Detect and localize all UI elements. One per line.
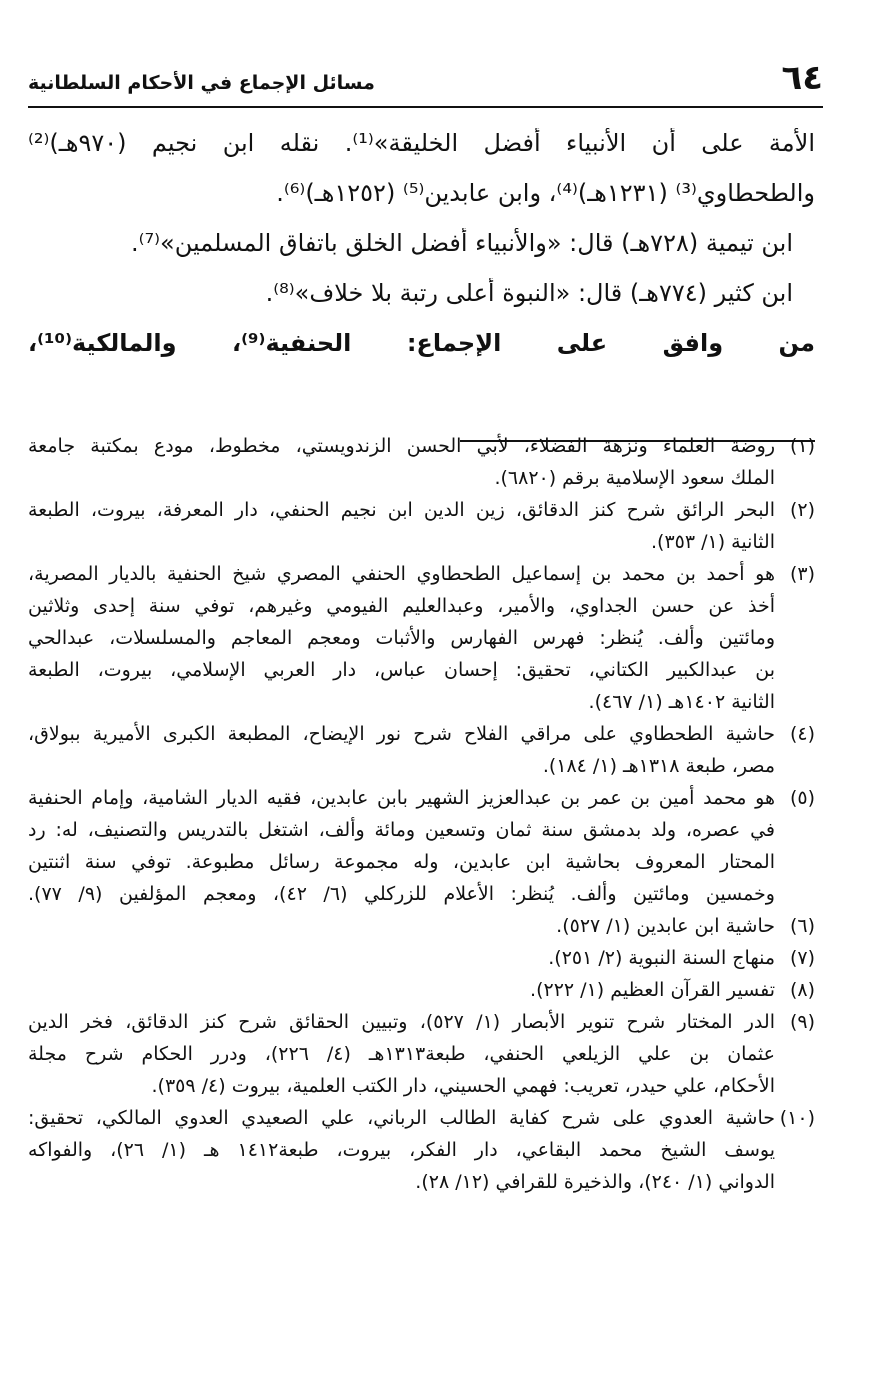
footnote (28, 494, 815, 558)
header-rule (28, 106, 823, 108)
running-title: مسائل الإجماع في الأحكام السلطانية (28, 72, 375, 94)
main-line: الأمة على أن الأنبياء أفضل الخليقة»⁽¹⁾. نقله ابن نجيم (٩٧٠هـ)⁽²⁾ (28, 129, 815, 157)
footnote-line: حاشية الطحطاوي على مراقي الفلاح شرح نور الإيضاح، المطبعة الكبرى الأميرية ببولاق، (28, 723, 775, 745)
footnote-number: (١٠) (779, 1107, 815, 1129)
footnote-line: عثمان بن علي الزيلعي الحنفي، طبعة١٣١٣هـ (٤/ ٢٢٦)، ودرر الحكام شرح مجلة (28, 1043, 775, 1065)
footnote (28, 1102, 815, 1198)
page-number: ٦٤ (781, 58, 823, 98)
footnote-line: روضة العلماء ونزهة الفضلاء، لأبي الحسن الزندويستي، مخطوط، مودع بمكتبة جامعة (28, 435, 775, 457)
footnote (28, 974, 815, 1006)
footnote-line: الدر المختار شرح تنوير الأبصار (١/ ٥٢٧)، وتبيين الحقائق شرح كنز الدقائق، فخر الدين (28, 1011, 775, 1033)
footnote-line: تفسير القرآن العظيم (١/ ٢٢٢). (530, 979, 775, 1001)
footnote-number: (٢) (789, 499, 815, 521)
main-line: ابن كثير (٧٧٤هـ) قال: «النبوة أعلى رتبة بلا خلاف»⁽⁸⁾. (265, 279, 793, 307)
footnote-line: الدواني (١/ ٢٤٠)، والذخيرة للقرافي (١٢/ ٢٨). (415, 1171, 775, 1193)
footnote-number: (٤) (789, 723, 815, 745)
footnote-line: أخذ عن حسن الجداوي، والأمير، وعبدالعليم الفيومي وغيرهم، توفي سنة إحدى وثلاثين (28, 595, 775, 617)
footnote-line: يوسف الشيخ محمد البقاعي، دار الفكر، بيروت، طبعة١٤١٢ هـ (١/ ٢٦)، والفواكه (28, 1139, 775, 1161)
footnote-line: بن عبدالكبير الكتاني، تحقيق: إحسان عباس، دار العربي الإسلامي، بيروت، الطبعة (28, 659, 775, 681)
footnote-line: ومائتين وألف. يُنظر: فهرس الفهارس والأثبات ومعجم المعاجم والمسلسلات، عبدالحي (28, 627, 775, 649)
footnote-line: المحتار المعروف بحاشية ابن عابدين، وله مجموعة رسائل مطبوعة. توفي سنة اثنتين (28, 851, 775, 873)
page-header (28, 58, 823, 104)
footnote-number: (٣) (789, 563, 815, 585)
footnotes (28, 430, 815, 1198)
main-text (28, 128, 815, 378)
footnote (28, 558, 815, 718)
footnote-number: (٧) (789, 947, 815, 969)
footnote-number: (٨) (789, 979, 815, 1001)
footnote-line: في عصره، ولد بدمشق سنة ثمان وتسعين ومائة وألف، اشتغل بالتدريس والتصنيف، له: رد (28, 819, 775, 841)
footnote-line: الثانية (١/ ٣٥٣). (650, 531, 775, 553)
footnote (28, 1006, 815, 1102)
footnote (28, 910, 815, 942)
footnote-line: الملك سعود الإسلامية برقم (٦٨٢٠). (494, 467, 775, 489)
footnote (28, 942, 815, 974)
footnote (28, 782, 815, 910)
footnote-line: وخمسين ومائتين وألف. يُنظر: الأعلام للزركلي (٦/ ٤٢)، ومعجم المؤلفين (٩/ ٧٧). (28, 883, 775, 905)
footnote-line: الثانية ١٤٠٢هـ (١/ ٤٦٧). (588, 691, 775, 713)
main-line: والطحطاوي⁽³⁾ (١٢٣١هـ)⁽⁴⁾، وابن عابدين⁽⁵⁾ (١٢٥٢هـ)⁽⁶⁾. (276, 179, 815, 207)
main-line: ابن تيمية (٧٢٨هـ) قال: «والأنبياء أفضل الخلق باتفاق المسلمين»⁽⁷⁾. (131, 229, 793, 257)
footnote-line: حاشية ابن عابدين (١/ ٥٢٧). (556, 915, 775, 937)
footnote (28, 430, 815, 494)
footnote-line: هو محمد أمين بن عمر بن عبدالعزيز الشهير بابن عابدين، فقيه الديار الشامية، وإمام الحنفية (28, 787, 775, 809)
footnote-line: البحر الرائق شرح كنز الدقائق، زين الدين ابن نجيم الحنفي، دار المعرفة، بيروت، الطبعة (28, 499, 775, 521)
footnote-line: حاشية العدوي على شرح كفاية الطالب الرباني، علي الصعيدي العدوي المالكي، تحقيق: (28, 1107, 775, 1129)
footnote-number: (٦) (789, 915, 815, 937)
main-line-heading: من وافق على الإجماع: الحنفية⁽⁹⁾، والمالكية⁽¹⁰⁾، (28, 329, 815, 357)
footnote-line: منهاج السنة النبوية (٢/ ٢٥١). (548, 947, 775, 969)
footnote-number: (٥) (789, 787, 815, 809)
footnote-line: مصر، طبعة ١٣١٨هـ (١/ ١٨٤). (542, 755, 775, 777)
footnote-number: (٩) (789, 1011, 815, 1033)
footnote-line: الأحكام، علي حيدر، تعريب: فهمي الحسيني، دار الكتب العلمية، بيروت (٤/ ٣٥٩). (151, 1075, 775, 1097)
footnote-number: (١) (789, 435, 815, 457)
footnote (28, 718, 815, 782)
footnote-line: هو أحمد بن محمد بن إسماعيل الطحطاوي الحنفي المصري شيخ الحنفية بالديار المصرية، (28, 563, 775, 585)
